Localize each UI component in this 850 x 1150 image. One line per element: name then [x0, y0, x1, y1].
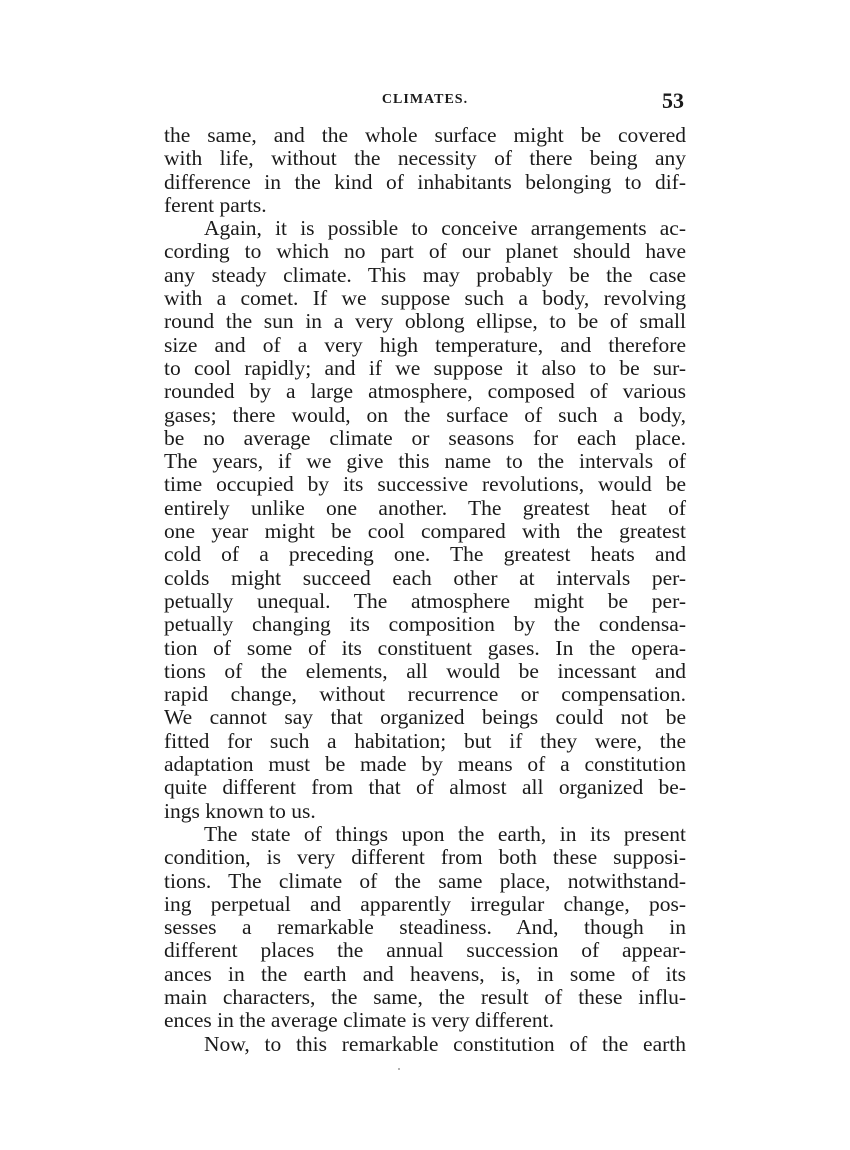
text-line: tion of some of its constituent gases. In the opera- — [164, 635, 686, 660]
text-line: rapid change, without recurrence or compensation. — [164, 682, 686, 707]
text-line: with life, without the necessity of there being any — [164, 146, 686, 171]
text-line: colds might succeed each other at intervals per- — [164, 565, 686, 590]
text-line: be no average climate or seasons for each place. — [164, 425, 686, 450]
text-line: Again, it is possible to conceive arrangements ac- — [204, 216, 686, 241]
text-line: to cool rapidly; and if we suppose it also to be sur- — [164, 355, 686, 380]
text-line: ences in the average climate is very different. — [164, 1008, 555, 1033]
text-line: ferent parts. — [164, 192, 267, 217]
text-line: cording to which no part of our planet should have — [164, 239, 686, 264]
text-line: Now, to this remarkable constitution of the earth — [204, 1031, 686, 1056]
text-line: sesses a remarkable steadiness. And, though in — [164, 915, 686, 940]
text-line: entirely unlike one another. The greatest heat of — [164, 495, 686, 520]
text-line: one year might be cool compared with the greatest — [164, 519, 686, 544]
text-line: We cannot say that organized beings could not be — [164, 705, 686, 730]
text-line: difference in the kind of inhabitants belonging to dif- — [164, 169, 686, 194]
text-line: The state of things upon the earth, in its present — [204, 821, 686, 846]
text-line: with a comet. If we suppose such a body, revolving — [164, 286, 686, 311]
text-line: rounded by a large atmosphere, composed of various — [164, 379, 686, 404]
text-line: quite different from that of almost all organized be- — [164, 775, 686, 800]
text-line: petually unequal. The atmosphere might be per- — [164, 588, 686, 613]
body-text — [164, 124, 686, 1056]
text-line: condition, is very different from both these supposi- — [164, 845, 686, 870]
text-line: tions of the elements, all would be incessant and — [164, 658, 686, 683]
print-speck — [398, 1068, 400, 1070]
running-head — [164, 88, 686, 116]
text-line: ances in the earth and heavens, is, in some of its — [164, 961, 686, 986]
text-line: cold of a preceding one. The greatest heats and — [164, 542, 686, 567]
running-title: CLIMATES. — [381, 92, 469, 107]
text-line: fitted for such a habitation; but if they were, the — [164, 728, 686, 753]
page-number: 53 — [662, 88, 684, 113]
text-line: ing perpetual and apparently irregular change, pos- — [164, 891, 686, 916]
text-line: size and of a very high temperature, and therefore — [164, 332, 686, 357]
text-line: tions. The climate of the same place, notwithstand- — [164, 868, 686, 893]
text-line: any steady climate. This may probably be the case — [164, 262, 686, 287]
text-line: time occupied by its successive revolutions, would be — [164, 472, 686, 497]
text-line: round the sun in a very oblong ellipse, to be of small — [164, 309, 686, 334]
text-line: petually changing its composition by the condensa- — [164, 612, 686, 637]
text-line: adaptation must be made by means of a constitution — [164, 752, 686, 777]
text-line: different places the annual succession of appear- — [164, 938, 686, 963]
text-line: gases; there would, on the surface of such a body, — [164, 402, 686, 427]
text-line: ings known to us. — [164, 798, 316, 823]
text-line: The years, if we give this name to the intervals of — [164, 449, 686, 474]
text-line: the same, and the whole surface might be covered — [164, 123, 686, 147]
text-line: main characters, the same, the result of these influ- — [164, 984, 686, 1009]
